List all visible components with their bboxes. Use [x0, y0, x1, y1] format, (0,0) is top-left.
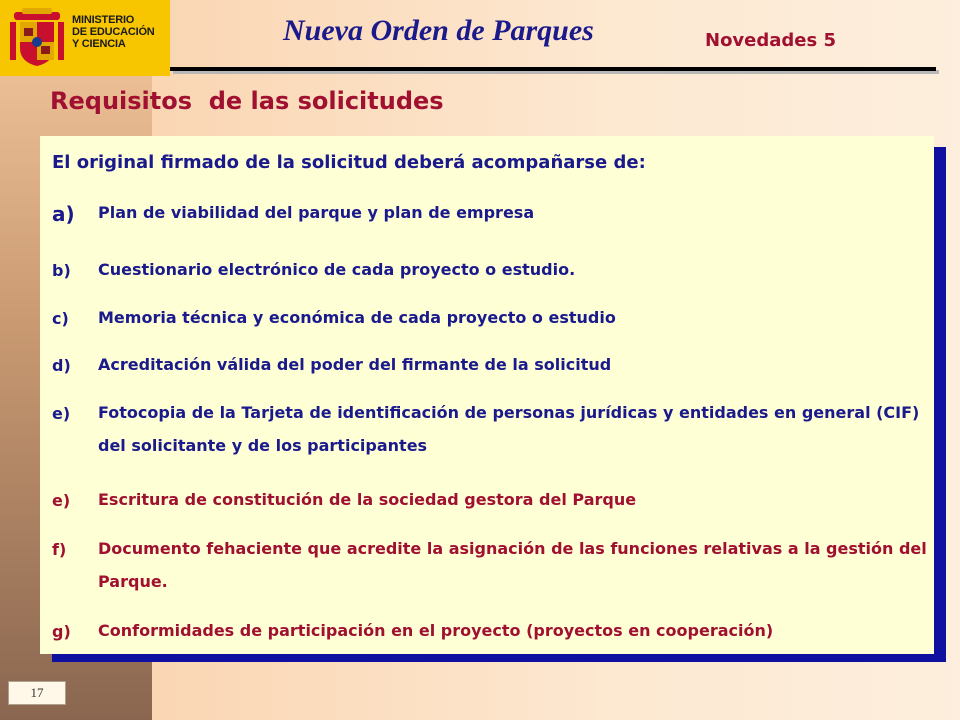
list-item-label: e): [52, 404, 71, 423]
ministry-line-2: DE EDUCACIÓN: [72, 26, 155, 38]
section-heading: Requisitos de las solicitudes: [50, 87, 444, 115]
list-item-label: f): [52, 540, 67, 559]
section-tag: Novedades 5: [705, 30, 837, 51]
list-item-label: b): [52, 261, 71, 280]
ministry-line-3: Y CIENCIA: [72, 38, 126, 50]
panel-intro: El original firmado de la solicitud deberá acompañarse de:: [52, 152, 646, 173]
list-item-label: c): [52, 309, 69, 328]
ministry-logo: [0, 0, 170, 76]
list-item-text: Conformidades de participación en el proyecto (proyectos en cooperación): [98, 621, 774, 640]
ministry-name: [72, 14, 155, 50]
list-item-label: g): [52, 622, 71, 641]
list-item-label: a): [52, 202, 75, 226]
page-number: 17: [8, 681, 66, 705]
list-item-label: e): [52, 491, 71, 510]
header-rule: [170, 67, 936, 71]
list-item-text: Escritura de constitución de la sociedad gestora del Parque: [98, 490, 637, 509]
list-item-label: d): [52, 356, 71, 375]
list-item-text: Fotocopia de la Tarjeta de identificación de personas jurídicas y entidades en general (CIF) del solicitante y de los participantes: [98, 403, 920, 455]
ministry-line-1: MINISTERIO: [72, 14, 135, 26]
list-item-text: Documento fehaciente que acredite la asignación de las funciones relativas a la gestión del Parque.: [98, 539, 927, 591]
list-item-text: Memoria técnica y económica de cada proyecto o estudio: [98, 308, 616, 327]
coat-of-arms-icon: [8, 8, 66, 68]
list-item-text: Cuestionario electrónico de cada proyecto o estudio.: [98, 260, 576, 279]
slide-title: Nueva Orden de Parques: [283, 14, 594, 47]
list-item-text: Acreditación válida del poder del firmante de la solicitud: [98, 355, 612, 374]
list-item-text: Plan de viabilidad del parque y plan de empresa: [98, 203, 535, 222]
requirements-panel: [40, 136, 934, 654]
